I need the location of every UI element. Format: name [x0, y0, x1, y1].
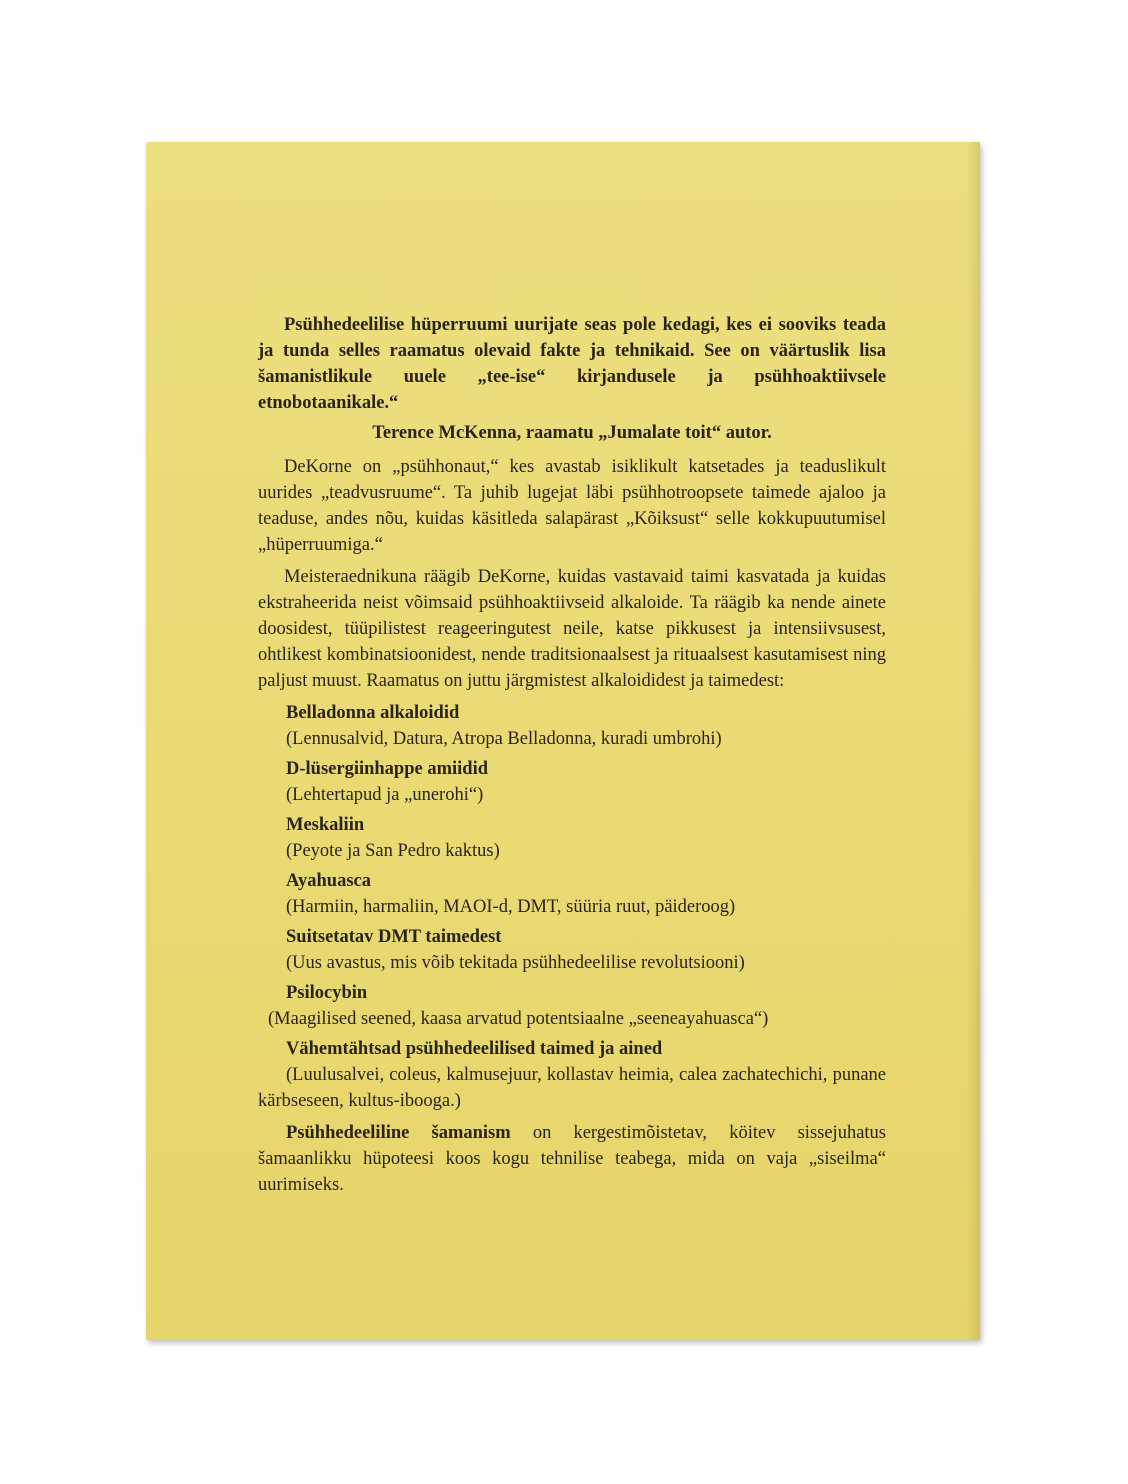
topic-description: (Luulusalvei, coleus, kalmusejuur, kollastav heimia, calea zachatechichi, punane kärbseseen, kultus-ibooga.)	[258, 1065, 886, 1111]
closing-paragraph	[258, 1120, 886, 1198]
topic-title: Meskaliin	[286, 815, 365, 835]
topic-title: Suitsetatav DMT taimedest	[286, 927, 502, 947]
description-paragraph-1: DeKorne on „psühhonaut,“ kes avastab isiklikult katsetades ja teaduslikult uurides „teadvusruume“. Ta juhib lugejat läbi psühhotroopsete taimede ajaloo ja teaduse, andes nõu, kuidas käsitleda salapärast „Kõiksust“ selle kokkupuutumisel „hüperruumiga.“	[258, 457, 886, 555]
topics-list	[258, 700, 886, 1114]
list-item	[258, 980, 886, 1032]
list-item	[258, 868, 886, 920]
topic-title: Ayahuasca	[286, 871, 371, 891]
book-title-emphasis: Psühhedeeliline šamanism	[286, 1123, 511, 1143]
quote-attribution: Terence McKenna, raamatu „Jumalate toit“ autor.	[372, 423, 772, 443]
closing-text: on kergestimõistetav, köitev sissejuhatus šamaanlikku hüpoteesi koos kogu tehnilise teabega, mida on vaja „siseilma“ uurimiseks.	[258, 1123, 886, 1195]
book-back-cover	[146, 142, 980, 1340]
list-item	[258, 812, 886, 864]
topic-description: (Harmiin, harmaliin, MAOI-d, DMT, süüria ruut, päideroog)	[286, 897, 736, 917]
list-item	[258, 756, 886, 808]
topic-title: Vähemtähtsad psühhedeelilised taimed ja ained	[286, 1039, 663, 1059]
topic-description: (Lennusalvid, Datura, Atropa Belladonna, kuradi umbrohi)	[286, 729, 722, 749]
back-cover-text	[258, 312, 886, 1198]
list-item	[258, 1036, 886, 1114]
topic-title: Belladonna alkaloidid	[286, 703, 460, 723]
topic-description: (Maagilised seened, kaasa arvatud potentsiaalne „seeneayahuasca“)	[268, 1009, 769, 1029]
topic-description: (Peyote ja San Pedro kaktus)	[286, 841, 500, 861]
endorsement-quote: Psühhedeelilise hüperruumi uurijate seas pole kedagi, kes ei sooviks teada ja tunda selles raamatus olevaid fakte ja tehnikaid. See on väärtuslik lisa šamanistlikule uuele „tee-ise“ kirjandusele ja psühhoaktiivsele etnobotaanikale.“	[258, 315, 886, 413]
topic-description: (Lehtertapud ja „unerohi“)	[286, 785, 484, 805]
topic-title: D-lüsergiinhappe amiidid	[286, 759, 489, 779]
list-item	[258, 700, 886, 752]
list-item	[258, 924, 886, 976]
description-paragraph-2: Meisteraednikuna räägib DeKorne, kuidas vastavaid taimi kasvatada ja kuidas ekstraheerida neist võimsaid psühhoaktiivseid alkaloide. Ta räägib ka nende ainete doosidest, tüüpilistest reageeringutest neile, katse pikkusest ja intensiivsusest, ohtlikest kombinatsioonidest, nende traditsionaalsest ja rituaalsest kasutamisest ning paljust muust. Raamatus on juttu järgmistest alkaloididest ja taimedest:	[258, 567, 886, 691]
topic-title: Psilocybin	[286, 983, 368, 1003]
topic-description: (Uus avastus, mis võib tekitada psühhedeelilise revolutsiooni)	[286, 953, 745, 973]
